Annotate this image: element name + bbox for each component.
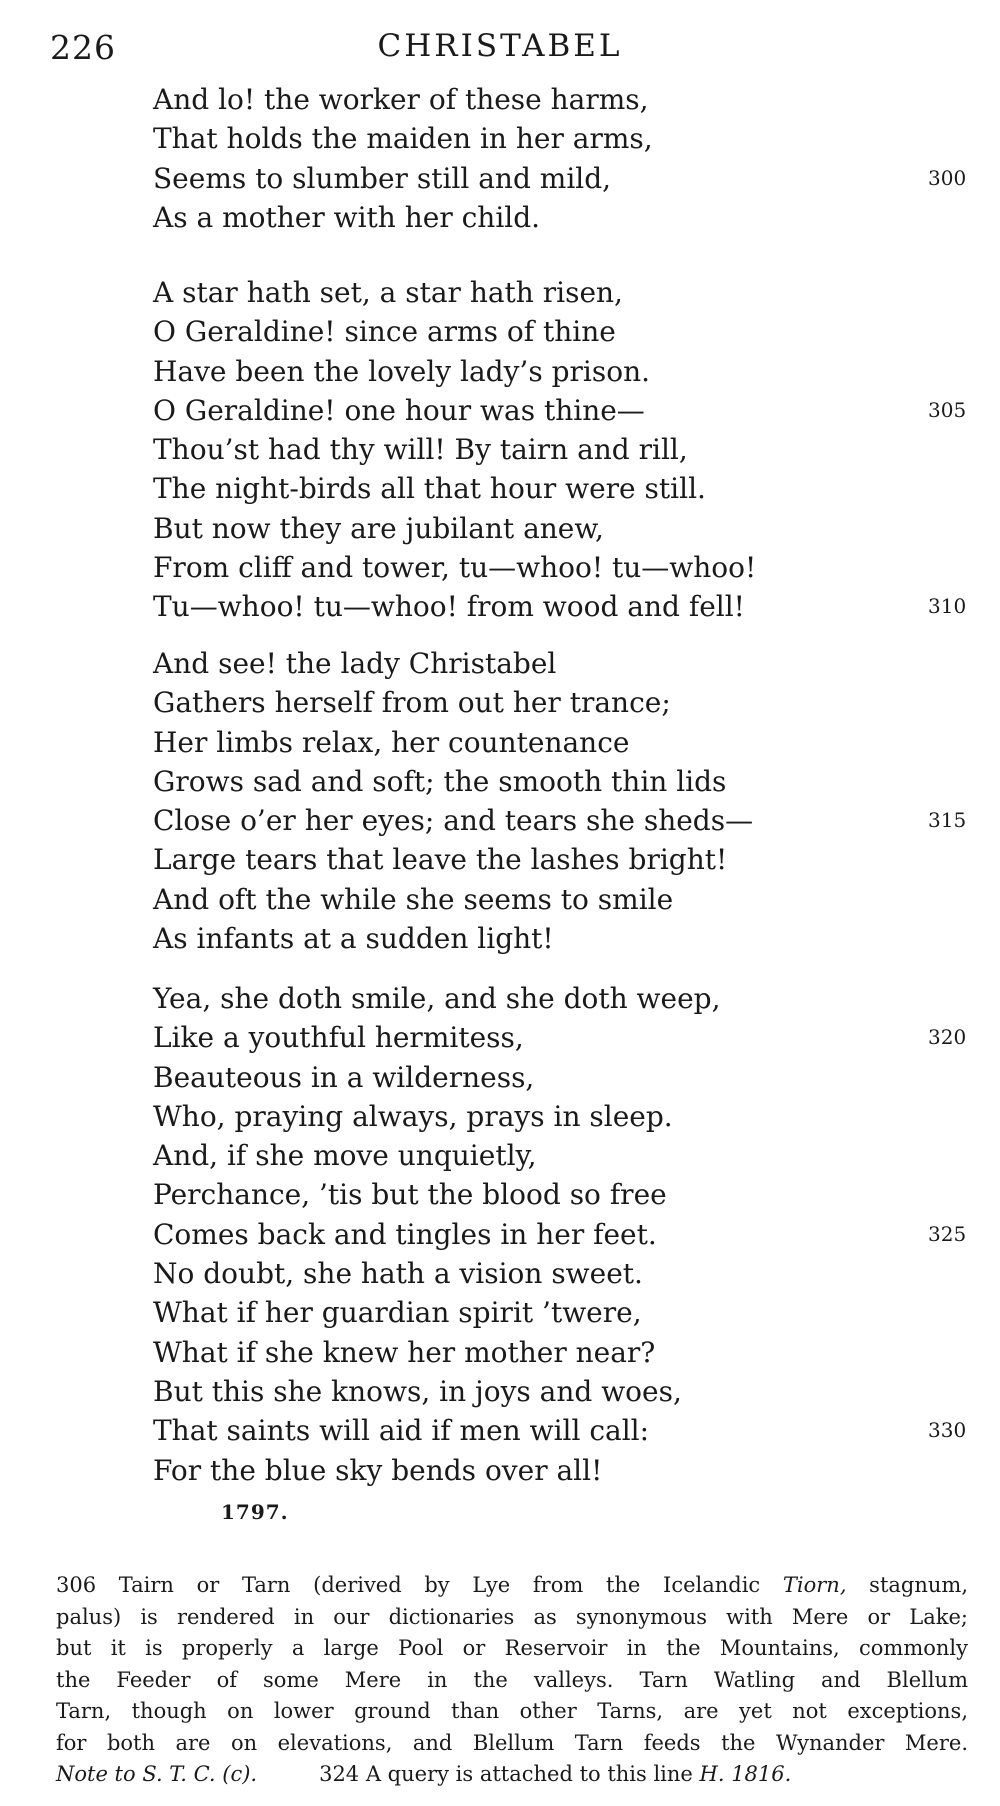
line-number: 325 bbox=[928, 1221, 967, 1246]
note-line: the Feeder of some Mere in the valleys. Tarn Watling and Blellum bbox=[56, 1667, 968, 1692]
verse-line: For the blue sky bends over all! bbox=[153, 1453, 603, 1487]
stanza bbox=[153, 644, 967, 958]
verse-line: No doubt, she hath a vision sweet. bbox=[153, 1257, 643, 1291]
verse-line: The night-birds all that hour were still. bbox=[153, 472, 706, 506]
footnotes bbox=[56, 1570, 968, 1791]
stanza bbox=[153, 80, 967, 237]
line-number: 320 bbox=[928, 1025, 967, 1050]
verse-line: Gathers herself from out her trance; bbox=[153, 686, 671, 720]
verse-line: From cliff and tower, tu—whoo! tu—whoo! bbox=[153, 551, 757, 585]
note-line: but it is properly a large Pool or Reservoir in the Mountains, commonly bbox=[56, 1636, 968, 1660]
line-number: 305 bbox=[928, 397, 967, 422]
verse-line: Seems to slumber still and mild, 300 bbox=[153, 159, 653, 198]
verse-line: What if she knew her mother near? bbox=[153, 1335, 656, 1369]
verse-line: And see! the lady Christabel bbox=[153, 647, 557, 680]
note-line: 306 Tairn or Tarn (derived by Lye from the Icelandic Tiorn, stagnum, bbox=[56, 1573, 968, 1597]
verse-line: Close o’er her eyes; and tears she sheds— 315 bbox=[153, 801, 753, 840]
verse-line: A star hath set, a star hath risen, bbox=[153, 276, 623, 309]
line-number: 315 bbox=[928, 808, 967, 833]
running-title: CHRISTABEL bbox=[377, 28, 623, 64]
verse-line: Large tears that leave the lashes bright! bbox=[153, 843, 728, 877]
page-number: 226 bbox=[50, 28, 116, 67]
verse-line: Who, praying always, prays in sleep. bbox=[153, 1099, 673, 1133]
poem-date: 1797. bbox=[221, 1500, 289, 1524]
verse-line: And, if she move unquietly, bbox=[153, 1139, 537, 1173]
verse-line: Her limbs relax, her countenance bbox=[153, 725, 630, 759]
verse-line: Have been the lovely lady’s prison. bbox=[153, 354, 651, 388]
running-header bbox=[0, 20, 1000, 80]
verse-line: Perchance, ’tis but the blood so free bbox=[153, 1178, 667, 1212]
verse-line: That saints will aid if men will call: 330 bbox=[153, 1411, 720, 1450]
note-line: for both are on elevations, and Blellum Tarn feeds the Wynander Mere. bbox=[56, 1730, 968, 1755]
verse-line: As a mother with her child. bbox=[153, 200, 541, 234]
stanza bbox=[153, 273, 967, 627]
line-number: 310 bbox=[928, 594, 967, 619]
verse-line: But now they are jubilant anew, bbox=[153, 511, 604, 545]
line-number: 330 bbox=[928, 1418, 967, 1443]
verse-line: Like a youthful hermitess, 320 bbox=[153, 1018, 720, 1057]
stanza bbox=[153, 979, 967, 1490]
note-line: palus) is rendered in our dictionaries as synonymous with Mere or Lake; bbox=[56, 1604, 968, 1629]
note-line: Tarn, though on lower ground than other Tarns, are yet not exceptions, bbox=[56, 1699, 968, 1723]
verse-line: O Geraldine! since arms of thine bbox=[153, 315, 616, 349]
verse-line: What if her guardian spirit ’twere, bbox=[153, 1296, 642, 1330]
verse-line: Grows sad and soft; the smooth thin lids bbox=[153, 764, 727, 798]
verse-line: Comes back and tingles in her feet. 325 bbox=[153, 1215, 720, 1254]
verse-line: As infants at a sudden light! bbox=[153, 922, 554, 956]
verse-line: And oft the while she seems to smile bbox=[153, 882, 674, 916]
verse-line: But this she knows, in joys and woes, bbox=[153, 1374, 682, 1408]
verse-line: And lo! the worker of these harms, bbox=[153, 83, 649, 116]
verse-line: Beauteous in a wilderness, bbox=[153, 1060, 535, 1094]
verse-line: O Geraldine! one hour was thine— 305 bbox=[153, 391, 756, 430]
verse-line: That holds the maiden in her arms, bbox=[153, 122, 653, 156]
note-line: Note to S. T. C. (c). 324 A query is attached to this line H. 1816. bbox=[56, 1762, 792, 1786]
line-number: 300 bbox=[928, 165, 967, 190]
verse-line: Tu—whoo! tu—whoo! from wood and fell! 310 bbox=[153, 587, 756, 626]
verse-line: Yea, she doth smile, and she doth weep, bbox=[153, 982, 721, 1015]
verse-line: Thou’st had thy will! By tairn and rill, bbox=[153, 433, 688, 467]
